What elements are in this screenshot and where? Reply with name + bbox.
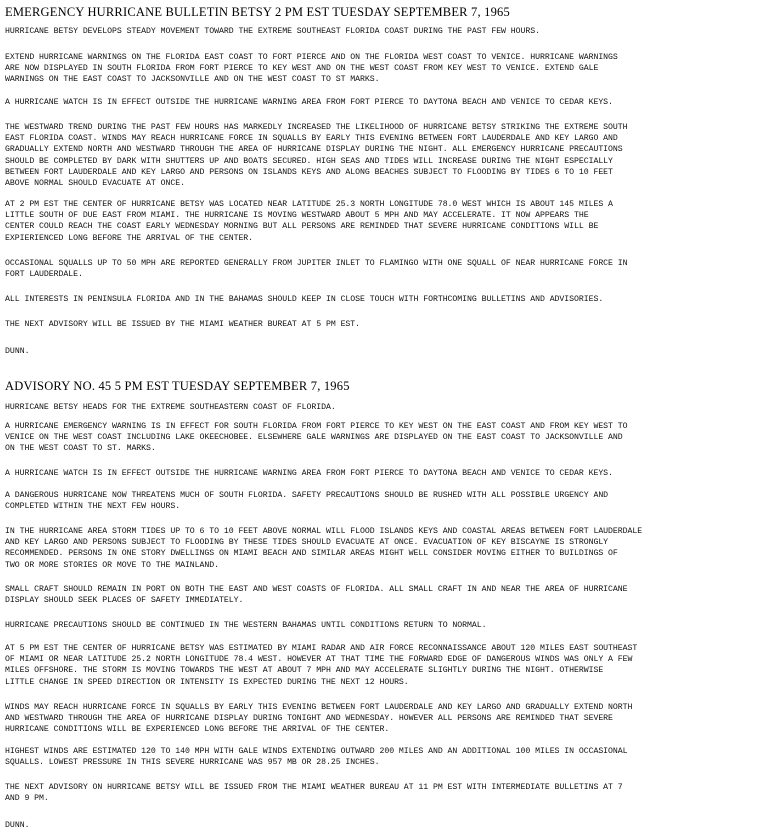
advisory-paragraph: IN THE HURRICANE AREA STORM TIDES UP TO 6 TO 10 FEET ABOVE NORMAL WILL FLOOD ISLANDS KEYS AND COASTAL AREAS BETWEEN FORT LAUDERDALE AND KEY LARGO AND PERSONS SUBJECT TO FLOODING BY THESE TIDES SHOULD EVACUATE AT ONCE. EVACUATION OF KEY BISCAYNE IS STRONGLY RECOMMENDED. PERSONS IN ONE STORY DWELLINGS ON MIAMI BEACH AND SIMILAR AREAS MIGHT WELL CONSIDER MOVING EITHER TO BUILDINGS OF TWO OR MORE STORIES OR MOVE TO THE MAINLAND. [5, 527, 643, 570]
advisory-paragraph: HURRICANE BETSY HEADS FOR THE EXTREME SOUTHEASTERN COAST OF FLORIDA. [5, 403, 336, 412]
advisory-paragraph: HIGHEST WINDS ARE ESTIMATED 120 TO 140 MPH WITH GALE WINDS EXTENDING OUTWARD 200 MILES AND AN ADDITIONAL 100 MILES IN OCCASIONAL SQUALLS. LOWEST PRESSURE IN THIS SEVERE HURRICANE WAS 957 MB OR 28.25 INCHES. [5, 747, 628, 768]
advisory-paragraph: A DANGEROUS HURRICANE NOW THREATENS MUCH OF SOUTH FLORIDA. SAFETY PRECAUTIONS SHOULD BE RUSHED WITH ALL POSSIBLE URGENCY AND COMPLETED WITHIN THE NEXT FEW HOURS. [5, 491, 609, 512]
bulletin-paragraph: AT 2 PM EST THE CENTER OF HURRICANE BETSY WAS LOCATED NEAR LATITUDE 25.3 NORTH LONGITUDE 78.0 WEST WHICH IS ABOUT 145 MILES A LITTLE SOUTH OF DUE EAST FROM MIAMI. THE HURRICANE IS MOVING WESTWARD ABOUT 5 MPH AND MAY ACCELERATE. IT NOW APPEARS THE CENTER COULD REACH THE COAST EARLY WEDNESDAY MORNING BUT ALL PERSONS ARE REMINDED THAT SEVERE HURRICANE CONDITIONS WILL BE EXPIERIENCED LONG BEFORE THE ARRIVAL OF THE CENTER. [5, 200, 613, 243]
bulletin-paragraph: A HURRICANE WATCH IS IN EFFECT OUTSIDE THE HURRICANE WARNING AREA FROM FORT PIERCE TO DAYTONA BEACH AND VENICE TO CEDAR KEYS. [5, 98, 613, 107]
bulletin-paragraph: ALL INTERESTS IN PENINSULA FLORIDA AND IN THE BAHAMAS SHOULD KEEP IN CLOSE TOUCH WITH FORTHCOMING BULLETINS AND ADVISORIES. [5, 295, 604, 304]
bulletin-signature: DUNN. [5, 347, 30, 356]
bulletin-paragraph: EXTEND HURRICANE WARNINGS ON THE FLORIDA EAST COAST TO FORT PIERCE AND ON THE FLORIDA WEST COAST TO VENICE. HURRICANE WARNINGS ARE NOW DISPLAYED IN SOUTH FLORIDA FROM FORT PIERCE TO KEY WEST AND ON THE WEST COAST FROM KEY WEST TO VENICE. EXTEND GALE WARNINGS ON THE EAST COAST TO JACKSONVILLE AND ON THE WEST COAST TO ST MARKS. [5, 53, 618, 85]
bulletin-title: EMERGENCY HURRICANE BULLETIN BETSY 2 PM EST TUESDAY SEPTEMBER 7, 1965 [5, 5, 510, 19]
bulletin-paragraph: OCCASIONAL SQUALLS UP TO 50 MPH ARE REPORTED GENERALLY FROM JUPITER INLET TO FLAMINGO WITH ONE SQUALL OF NEAR HURRICANE FORCE IN FORT LAUDERDALE. [5, 259, 628, 280]
advisory-paragraph: A HURRICANE WATCH IS IN EFFECT OUTSIDE THE HURRICANE WARNING AREA FROM FORT PIERCE TO DAYTONA BEACH AND VENICE TO CEDAR KEYS. [5, 469, 613, 478]
advisory-paragraph: AT 5 PM EST THE CENTER OF HURRICANE BETSY WAS ESTIMATED BY MIAMI RADAR AND AIR FORCE RECONNAISSANCE ABOUT 120 MILES EAST SOUTHEAST OF MIAMI OR NEAR LATITUDE 25.2 NORTH LONGITUDE 78.4 WEST. HOWEVER AT THAT TIME THE FORWARD EDGE OF DANGEROUS WINDS WAS ONLY A FEW MILES OFFSHORE. THE STORM IS MOVING TOWARDS THE WEST AT ABOUT 7 MPH AND MAY ACCELERATE SLIGHTLY DURING THE NIGHT. OTHERWISE LITTLE CHANGE IN SPEED DIRECTION OR INTENSITY IS EXPECTED DURING THE NEXT 12 HOURS. [5, 644, 638, 687]
advisory-title: ADVISORY NO. 45 5 PM EST TUESDAY SEPTEMBER 7, 1965 [5, 379, 350, 393]
advisory-signature: DUNN. [5, 821, 30, 830]
bulletin-paragraph: THE NEXT ADVISORY WILL BE ISSUED BY THE MIAMI WEATHER BUREAT AT 5 PM EST. [5, 320, 361, 329]
advisory-paragraph: THE NEXT ADVISORY ON HURRICANE BETSY WILL BE ISSUED FROM THE MIAMI WEATHER BUREAU AT 11 PM EST WITH INTERMEDIATE BULLETINS AT 7 AND 9 PM. [5, 783, 623, 804]
advisory-paragraph: A HURRICANE EMERGENCY WARNING IS IN EFFECT FOR SOUTH FLORIDA FROM FORT PIERCE TO KEY WEST ON THE EAST COAST AND FROM KEY WEST TO VENICE ON THE WEST COAST INCLUDING LAKE OKEECHOBEE. ELSEWHERE GALE WARNINGS ARE DISPLAYED ON THE EAST COAST TO JACKSONVILLE AND ON THE WEST COAST TO ST. MARKS. [5, 422, 628, 454]
bulletin-paragraph: HURRICANE BETSY DEVELOPS STEADY MOVEMENT TOWARD THE EXTREME SOUTHEAST FLORIDA COAST DURING THE PAST FEW HOURS. [5, 27, 540, 36]
advisory-paragraph: WINDS MAY REACH HURRICANE FORCE IN SQUALLS BY EARLY THIS EVENING BETWEEN FORT LAUDERDALE AND KEY LARGO AND GRADUALLY EXTEND NORTH AND WESTWARD THROUGH THE AREA OF HURRICANE DISPLAY DURING TONIGHT AND WEDNESDAY. HOWEVER ALL PERSONS ARE REMINDED THAT SEVERE HURRICANE CONDITIONS WILL BE EXPERIENCED LONG BEFORE THE ARRIVAL OF THE CENTER. [5, 703, 633, 735]
bulletin-paragraph: THE WESTWARD TREND DURING THE PAST FEW HOURS HAS MARKEDLY INCREASED THE LIKELIHOOD OF HURRICANE BETSY STRIKING THE EXTREME SOUTH EAST FLORIDA COAST. WINDS MAY REACH HURRICANE FORCE IN SQUALLS BY EARLY THIS EVENING BETWEEN FORT LAUDERDALE AND KEY LARGO AND GRADUALLY EXTEND NORTH AND WESTWARD THROUGH THE AREA OF HURRICANE DISPLAY DURING THE NIGHT. ALL EMERGENCY HURRICANE PRECAUTIONS SHOULD BE COMPLETED BY DARK WITH SHUTTERS UP AND BOATS SECURED. HIGH SEAS AND TIDES WILL INCREASE DURING THE NIGHT ESPECIALLY BETWEEN FORT LAUDERDALE AND KEY LARGO AND PERSONS ON ISLANDS KEYS AND ALONG BEACHES SUBJECT TO FLOODING BY TIDES 6 TO 10 FEET ABOVE NORMAL SHOULD EVACUATE AT ONCE. [5, 123, 628, 189]
advisory-paragraph: SMALL CRAFT SHOULD REMAIN IN PORT ON BOTH THE EAST AND WEST COASTS OF FLORIDA. ALL SMALL CRAFT IN AND NEAR THE AREA OF HURRICANE DISPLAY SHOULD SEEK PLACES OF SAFETY IMMEDIATELY. [5, 585, 628, 606]
advisory-paragraph: HURRICANE PRECAUTIONS SHOULD BE CONTINUED IN THE WESTERN BAHAMAS UNTIL CONDITIONS RETURN TO NORMAL. [5, 621, 487, 630]
